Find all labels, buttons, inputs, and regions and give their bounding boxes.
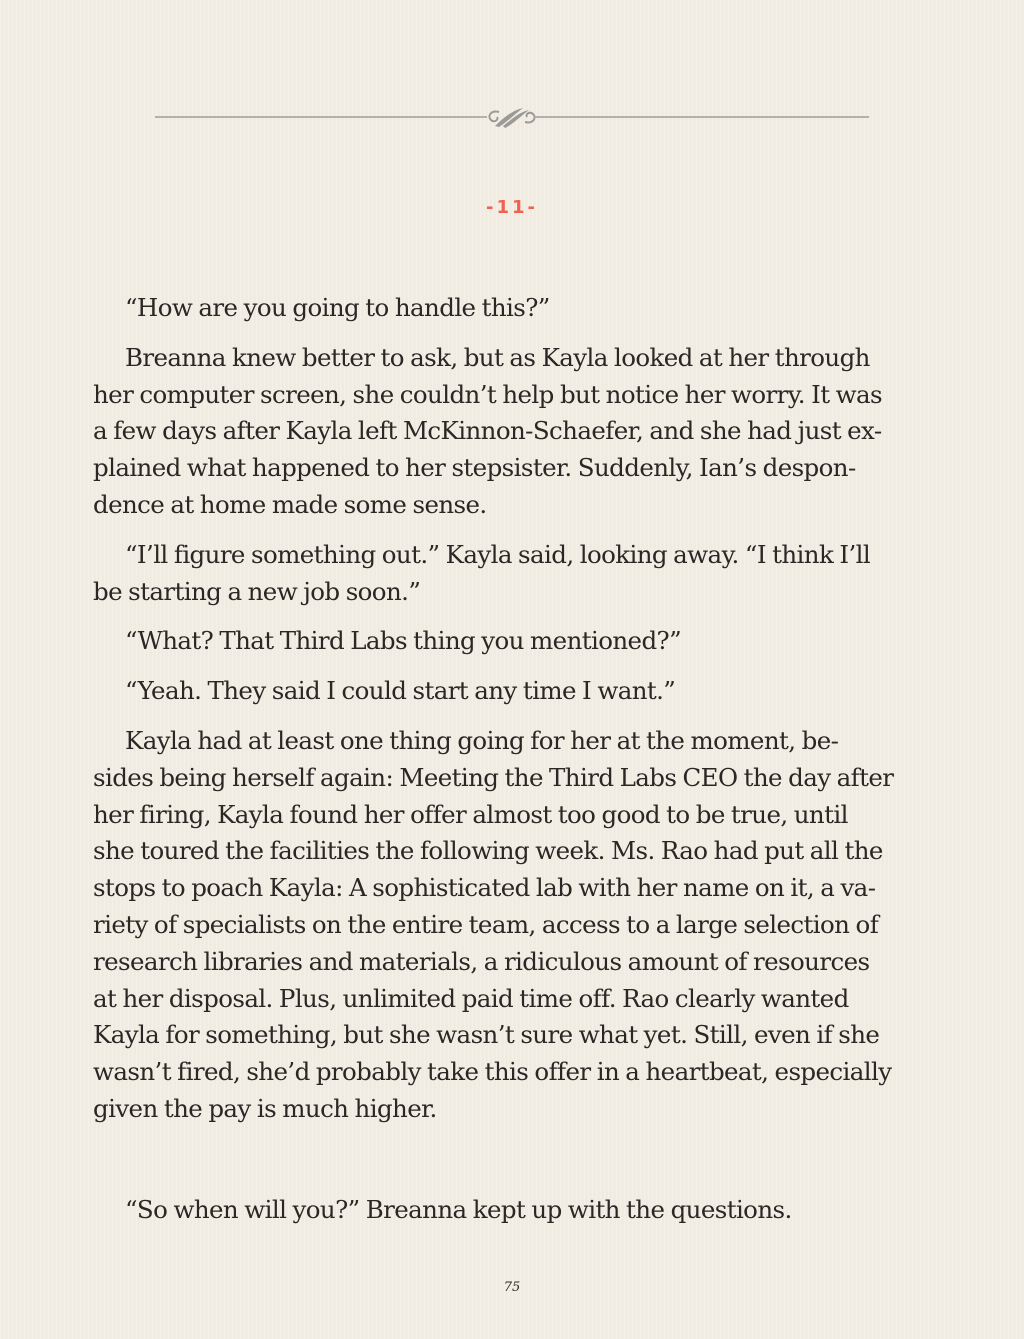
ornament-rule-left <box>155 116 487 118</box>
body-text <box>93 290 933 1229</box>
text-line: “What? That Third Labs thing you mentioned?” <box>125 626 681 656</box>
text-line: wasn’t fired, she’d probably take this offer in a heartbeat, especially <box>93 1057 892 1087</box>
text-line: be starting a new job soon.” <box>93 576 421 606</box>
text-line: research libraries and materials, a ridiculous amount of resources <box>93 946 870 976</box>
paragraph <box>93 623 933 660</box>
text-line: “So when will you?” Breanna kept up with the questions. <box>125 1194 792 1224</box>
chapter-ornament <box>155 104 869 130</box>
text-line: stops to poach Kayla: A sophisticated lab with her name on it, a va- <box>93 873 876 903</box>
text-line: plained what happened to her stepsister. Suddenly, Ian’s despon- <box>93 453 856 483</box>
text-line: she toured the facilities the following week. Ms. Rao had put all the <box>93 836 883 866</box>
text-line: a few days after Kayla left McKinnon-Schaefer, and she had just ex- <box>93 416 882 446</box>
paragraph <box>93 537 933 611</box>
text-line: at her disposal. Plus, unlimited paid time off. Rao clearly wanted <box>93 983 849 1013</box>
paragraph <box>93 673 933 710</box>
text-line: “I’ll figure something out.” Kayla said, looking away. “I think I’ll <box>125 539 871 569</box>
paragraph <box>93 723 933 1128</box>
chapter-number: -11- <box>486 197 538 218</box>
text-line: “How are you going to handle this?” <box>125 293 550 322</box>
text-line: “Yeah. They said I could start any time I want.” <box>125 676 676 706</box>
scroll-flourish-icon <box>485 104 539 130</box>
text-line: her computer screen, she couldn’t help but notice her worry. It was <box>93 379 883 409</box>
text-line: given the pay is much higher. <box>93 1093 437 1123</box>
text-line: Breanna knew better to ask, but as Kayla looked at her through <box>125 342 870 372</box>
paragraph <box>93 1192 933 1229</box>
page-number: 75 <box>503 1280 521 1295</box>
ornament-rule-right <box>535 116 869 118</box>
text-line: her firing, Kayla found her offer almost too good to be true, until <box>93 799 848 829</box>
text-line: sides being herself again: Meeting the Third Labs CEO the day after <box>93 762 894 792</box>
text-line: dence at home made some sense. <box>93 489 487 519</box>
text-line: riety of specialists on the entire team, access to a large selection of <box>93 909 879 939</box>
paragraph <box>93 340 933 524</box>
text-line: Kayla had at least one thing going for her at the moment, be- <box>125 725 839 755</box>
paragraph <box>93 290 933 327</box>
text-line: Kayla for something, but she wasn’t sure what yet. Still, even if she <box>93 1020 880 1050</box>
